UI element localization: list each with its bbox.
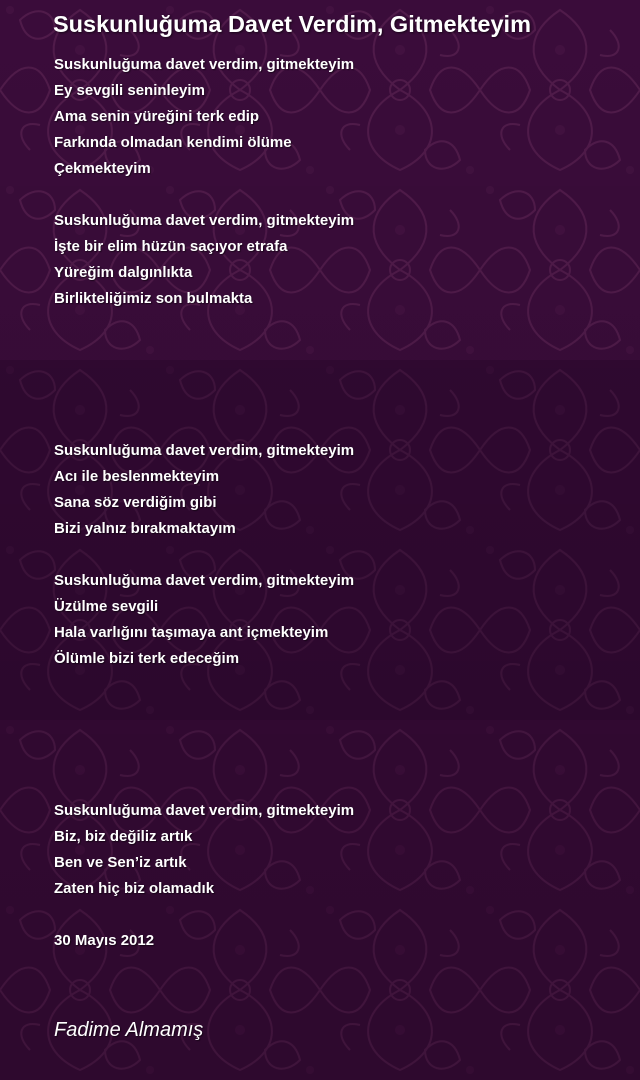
poem-line: Ama senin yüreğini terk edip	[54, 108, 260, 125]
poem-line: Suskunluğuma davet verdim, gitmekteyim	[54, 212, 355, 229]
poem-line: Acı ile beslenmekteyim	[54, 468, 220, 485]
poem-author: Fadime Almamış	[54, 1019, 204, 1041]
poem-line: Suskunluğuma davet verdim, gitmekteyim	[54, 572, 355, 589]
poem-line: Farkında olmadan kendimi ölüme	[54, 134, 292, 151]
poem-line: Sana söz verdiğim gibi	[54, 494, 217, 511]
poem-line: Hala varlığını taşımaya ant içmekteyim	[54, 624, 329, 641]
poem-line: Suskunluğuma davet verdim, gitmekteyim	[54, 442, 355, 459]
poem-line: Birlikteliğimiz son bulmakta	[54, 290, 253, 307]
poem-line: Yüreğim dalgınlıkta	[54, 264, 193, 281]
poem-line: Suskunluğuma davet verdim, gitmekteyim	[54, 802, 355, 819]
poem-title: Suskunluğuma Davet Verdim, Gitmekteyim	[53, 11, 531, 37]
poem-line: Ben ve Sen’iz artık	[54, 854, 187, 871]
poem-line: Üzülme sevgili	[54, 598, 159, 615]
poem-line: Ey sevgili seninleyim	[54, 82, 205, 99]
poem-line: Çekmekteyim	[54, 160, 151, 177]
poem-line: Zaten hiç biz olamadık	[54, 880, 215, 897]
poem-line: Suskunluğuma davet verdim, gitmekteyim	[54, 56, 355, 73]
poem-line: Biz, biz değiliz artık	[54, 828, 193, 845]
poem-line: Bizi yalnız bırakmaktayım	[54, 520, 236, 537]
poem-line: İşte bir elim hüzün saçıyor etrafa	[54, 238, 288, 255]
poem-line: Ölümle bizi terk edeceğim	[54, 650, 240, 667]
poem-date: 30 Mayıs 2012	[54, 932, 155, 949]
